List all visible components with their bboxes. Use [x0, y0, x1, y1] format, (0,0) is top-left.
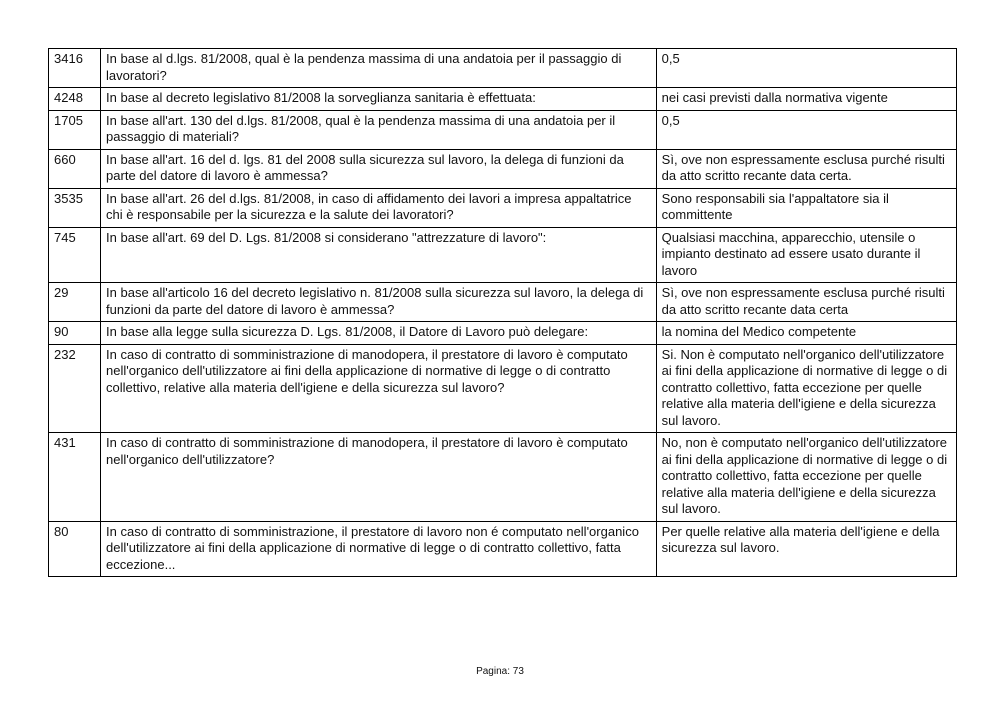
table-row — [49, 49, 957, 88]
question-text: In caso di contratto di somministrazione di manodopera, il prestatore di lavoro è computato nell'organico dell'utilizzatore ai fini della applicazione di normative di legge o di contratto collettivo, relative alla materia dell'igiene e della sicurezza sul lavoro? — [101, 344, 657, 433]
table-row — [49, 344, 957, 433]
page-number: Pagina: 73 — [476, 666, 524, 677]
question-text: In base all'art. 130 del d.lgs. 81/2008, qual è la pendenza massima di una andatoia per il passaggio di materiali? — [101, 110, 657, 149]
answer-text: Sì, ove non espressamente esclusa purché risulti da atto scritto recante data certa. — [656, 149, 956, 188]
qa-table — [48, 48, 957, 577]
question-text: In caso di contratto di somministrazione, il prestatore di lavoro non é computato nell'organico dell'utilizzatore ai fini della applicazione di normative di legge o di contratto collettivo, fatta eccezione... — [101, 521, 657, 577]
answer-text: Sono responsabili sia l'appaltatore sia il committente — [656, 188, 956, 227]
table-row — [49, 433, 957, 522]
question-id: 3416 — [49, 49, 101, 88]
answer-text: No, non è computato nell'organico dell'utilizzatore ai fini della applicazione di normative di legge o di contratto collettivo, fatta eccezione per quelle relative alla materia dell'igiene e della sicurezza sul lavoro. — [656, 433, 956, 522]
question-id: 4248 — [49, 88, 101, 111]
question-text: In base all'art. 16 del d. lgs. 81 del 2008 sulla sicurezza sul lavoro, la delega di funzioni da parte del datore di lavoro è ammessa? — [101, 149, 657, 188]
question-id: 745 — [49, 227, 101, 283]
question-id: 660 — [49, 149, 101, 188]
question-text: In base all'articolo 16 del decreto legislativo n. 81/2008 sulla sicurezza sul lavoro, la delega di funzioni da parte del datore di lavoro è ammessa? — [101, 283, 657, 322]
answer-text: Sì, ove non espressamente esclusa purché risulti da atto scritto recante data certa — [656, 283, 956, 322]
question-id: 3535 — [49, 188, 101, 227]
answer-text: nei casi previsti dalla normativa vigente — [656, 88, 956, 111]
question-id: 232 — [49, 344, 101, 433]
question-id: 80 — [49, 521, 101, 577]
question-text: In caso di contratto di somministrazione di manodopera, il prestatore di lavoro è computato nell'organico dell'utilizzatore? — [101, 433, 657, 522]
table-row — [49, 188, 957, 227]
question-id: 431 — [49, 433, 101, 522]
answer-text: Per quelle relative alla materia dell'igiene e della sicurezza sul lavoro. — [656, 521, 956, 577]
table-row — [49, 149, 957, 188]
answer-text: Si. Non è computato nell'organico dell'utilizzatore ai fini della applicazione di normative di legge o di contratto collettivo, fatta eccezione per quelle relative alla materia dell'igiene e della sicurezza sul lavoro. — [656, 344, 956, 433]
question-id: 90 — [49, 322, 101, 345]
question-text: In base all'art. 26 del d.lgs. 81/2008, in caso di affidamento dei lavori a impresa appaltatrice chi è responsabile per la sicurezza e la salute dei lavoratori? — [101, 188, 657, 227]
question-text: In base al d.lgs. 81/2008, qual è la pendenza massima di una andatoia per il passaggio di lavoratori? — [101, 49, 657, 88]
answer-text: 0,5 — [656, 110, 956, 149]
table-row — [49, 322, 957, 345]
question-id: 1705 — [49, 110, 101, 149]
table-row — [49, 521, 957, 577]
answer-text: Qualsiasi macchina, apparecchio, utensile o impianto destinato ad essere usato durante il lavoro — [656, 227, 956, 283]
qa-table-body — [49, 49, 957, 577]
question-text: In base al decreto legislativo 81/2008 la sorveglianza sanitaria è effettuata: — [101, 88, 657, 111]
answer-text: 0,5 — [656, 49, 956, 88]
table-row — [49, 283, 957, 322]
table-row — [49, 88, 957, 111]
table-row — [49, 227, 957, 283]
question-id: 29 — [49, 283, 101, 322]
question-text: In base all'art. 69 del D. Lgs. 81/2008 si considerano "attrezzature di lavoro": — [101, 227, 657, 283]
question-text: In base alla legge sulla sicurezza D. Lgs. 81/2008, il Datore di Lavoro può delegare: — [101, 322, 657, 345]
table-row — [49, 110, 957, 149]
answer-text: la nomina del Medico competente — [656, 322, 956, 345]
